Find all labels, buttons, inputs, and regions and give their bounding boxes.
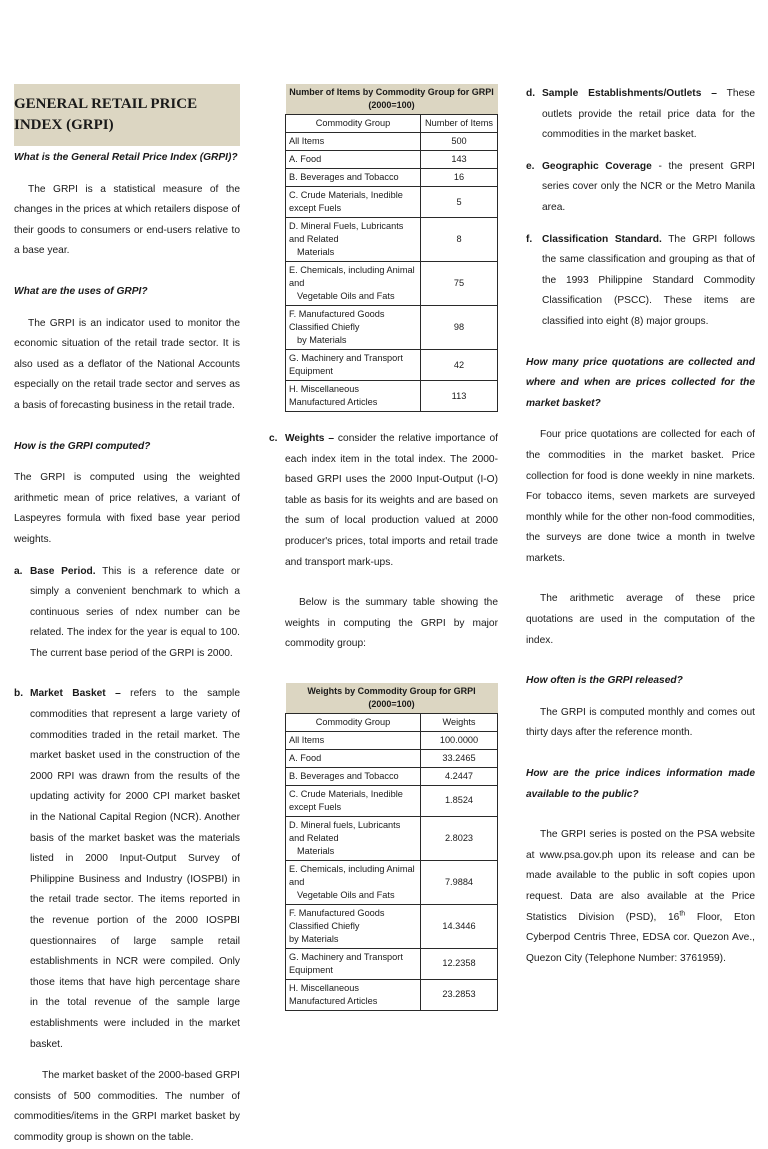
items-by-group-table [285,84,498,412]
item-label: Sample Establishments/Outlets – [542,88,717,99]
row-value: 4.2447 [421,767,498,785]
row-label: E. Chemicals, including Animal and Vegetable Oils and Fats [286,860,421,904]
table-row [286,381,498,412]
row-label: B. Beverages and Tobacco [286,169,421,187]
row-value: 14.3446 [421,904,498,948]
answer-price-quotations: Four price quotations are collected for each of the commodities in the market basket. Price collection for food is done weekly in nine markets. For tobacco items, seven markets are surveyed monthly while for the other non-food commodities, the surveys are done twice a month in twelve markets. [526,429,755,564]
row-label: D. Mineral fuels, Lubricants and Related Materials [286,816,421,860]
item-classification-standard [526,230,755,333]
row-value: 143 [421,151,498,169]
answer-release-frequency: The GRPI is computed monthly and comes out thirty days after the reference month. [526,706,755,739]
table-row [286,187,498,218]
table-row [286,262,498,306]
item-sample-establishments [526,84,755,146]
page-title: GENERAL RETAIL PRICE INDEX (GRPI) [14,84,240,146]
item-base-period [14,562,240,665]
table-row [286,350,498,381]
question-uses-of-grpi: What are the uses of GRPI? [14,285,148,297]
question-price-quotations: How many price quotations are collected and where and when are prices collected for the market basket? [526,356,755,409]
row-value: 98 [421,306,498,350]
row-label: H. Miscellaneous Manufactured Articles [286,979,421,1010]
row-label: C. Crude Materials, Inedible except Fuels [286,187,421,218]
row-value: 33.2465 [421,749,498,767]
row-label: A. Food [286,749,421,767]
table-row [286,133,498,151]
column-middle [269,84,498,1011]
weights-by-group-table [285,683,498,1011]
paragraph-summary-intro: Below is the summary table showing the weights in computing the GRPI by major commodity group: [285,597,498,650]
column-left [14,84,240,1149]
row-value: 500 [421,133,498,151]
row-label: All Items [286,133,421,151]
column-header: Number of Items [421,115,498,133]
item-letter: d. [526,88,536,99]
table-row [286,816,498,860]
column-right [526,84,755,969]
item-text: The GRPI follows the same classification and grouping as that of the 1993 Philippine Standard Commodity Classification (PSCC). These items are classified into eight (8) major groups. [542,233,755,327]
table-row [286,218,498,262]
table-row [286,948,498,979]
table-row [286,785,498,816]
table-caption: Number of Items by Commodity Group for GRPI (2000=100) [286,84,498,115]
question-what-is-grpi: What is the General Retail Price Index (GRPI)? [14,152,238,163]
item-label: Geographic Coverage [542,160,652,172]
item-letter: f. [526,233,533,245]
item-label: Classification Standard. [542,233,662,245]
row-value: 7.9884 [421,860,498,904]
row-value: 113 [421,381,498,412]
row-value: 5 [421,187,498,218]
table-row [286,169,498,187]
row-label: All Items [286,731,421,749]
row-value: 75 [421,262,498,306]
item-letter: b. [14,688,24,700]
row-value: 23.2853 [421,979,498,1010]
answer-how-computed: The GRPI is computed using the weighted arithmetic mean of price relatives, a variant of Laspeyres formula with fixed base year period weights. [14,472,240,545]
table-row [286,767,498,785]
paragraph-arithmetic-average: The arithmetic average of these price quotations are used in the computation of the index. [526,593,755,646]
column-header: Commodity Group [286,713,421,731]
row-value: 8 [421,218,498,262]
question-release-frequency: How often is the GRPI released? [526,675,683,687]
row-label: D. Mineral Fuels, Lubricants and Related Materials [286,218,421,262]
row-label: C. Crude Materials, Inedible except Fuels [286,785,421,816]
row-value: 16 [421,169,498,187]
row-label: F. Manufactured Goods Classified Chiefly by Materials [286,306,421,350]
row-label: E. Chemicals, including Animal and Vegetable Oils and Fats [286,262,421,306]
table-row [286,749,498,767]
answer-uses-of-grpi: The GRPI is an indicator used to monitor the economic situation of the retail trade sector. It is also used as a deflator of the National Accounts especially on the retail trade sector and serves as a basis of forecasting business in the retail trade. [14,317,240,411]
question-how-computed: How is the GRPI computed? [14,440,151,452]
table-row [286,860,498,904]
item-text: These outlets provide the retail price data for the commodities in the market basket. [542,88,755,141]
table-row [286,731,498,749]
row-value: 1.8524 [421,785,498,816]
paragraph-market-basket-size: The market basket of the 2000-based GRPI consists of 500 commodities. The number of commodities/items in the GRPI market basket by commodity group is shown on the table. [14,1070,240,1143]
item-weights [269,429,498,573]
table-caption: Weights by Commodity Group for GRPI (2000=100) [286,683,498,714]
row-label: B. Beverages and Tobacco [286,767,421,785]
table-row [286,306,498,350]
row-label: F. Manufactured Goods Classified Chiefly by Materials [286,904,421,948]
row-label: H. Miscellaneous Manufactured Articles [286,381,421,412]
table-row [286,904,498,948]
item-market-basket [14,684,240,1055]
item-text: This is a reference date or simply a convenient benchmark to which a continuous series of ndex number can be related. The index for the year is equal to 100. The current base period of the GRPI is 2000. [30,565,241,659]
row-label: A. Food [286,151,421,169]
item-label: Weights – [285,433,335,444]
item-label: Market Basket – [30,688,121,700]
column-header: Commodity Group [286,115,421,133]
item-geographic-coverage [526,157,755,219]
row-value: 42 [421,350,498,381]
row-label: G. Machinery and Transport Equipment [286,350,421,381]
item-letter: a. [14,565,23,577]
answer-what-is-grpi: The GRPI is a statistical measure of the changes in the prices at which retailers dispose of their goods to consumers or end-users relative to a base year. [14,183,240,257]
table-row [286,979,498,1010]
row-value: 12.2358 [421,948,498,979]
item-text: - the present GRPI series cover only the NCR or the Metro Manila area. [542,160,756,213]
row-value: 100.0000 [421,731,498,749]
item-letter: c. [269,433,278,444]
row-value: 2.8023 [421,816,498,860]
table-row [286,151,498,169]
item-label: Base Period. [30,565,96,577]
row-label: G. Machinery and Transport Equipment [286,948,421,979]
item-text: consider the relative importance of each index item in the total index. The 2000-based GRPI uses the 2000 Input-Output (I-O) table as basis for its weights and are based on the sum of local production valued at 2000 producer's prices, total imports and retail trade and transport mark-ups. [285,433,498,568]
answer-availability: The GRPI series is posted on the PSA website at www.psa.gov.ph upon its release and can be made available to the public in soft copies upon request. Data are also available at the Price Statistics Division (PSD), 16th Floor, Eton Cyberpod Centris Three, EDSA cor. Quezon Ave., Quezon City (Telephone Number: 3761959). [526,829,755,964]
item-letter: e. [526,160,535,172]
item-text: refers to the sample commodities that represent a large variety of commodities traded in the retail market. The market basket used in the construction of the 2000 RPI was drawn from the results of the updating activity for 2000 CPI market basket in the National Capital Region (NCR). Another basis of the market basket was the materials listed in 2000 Input-Output Survey of Philippine Business and Industry (IOSPBI) in the retail trade sector. The items reported in the revenue portion of the 2000 IOSPBI questionnaires of large sample retail establishments in NCR were compiled. Only those items that have high percentage share in the total revenue of the sample large establishments were included in the market basket. [30,688,240,1050]
column-header: Weights [421,713,498,731]
question-availability: How are the price indices information made available to the public? [526,768,755,800]
